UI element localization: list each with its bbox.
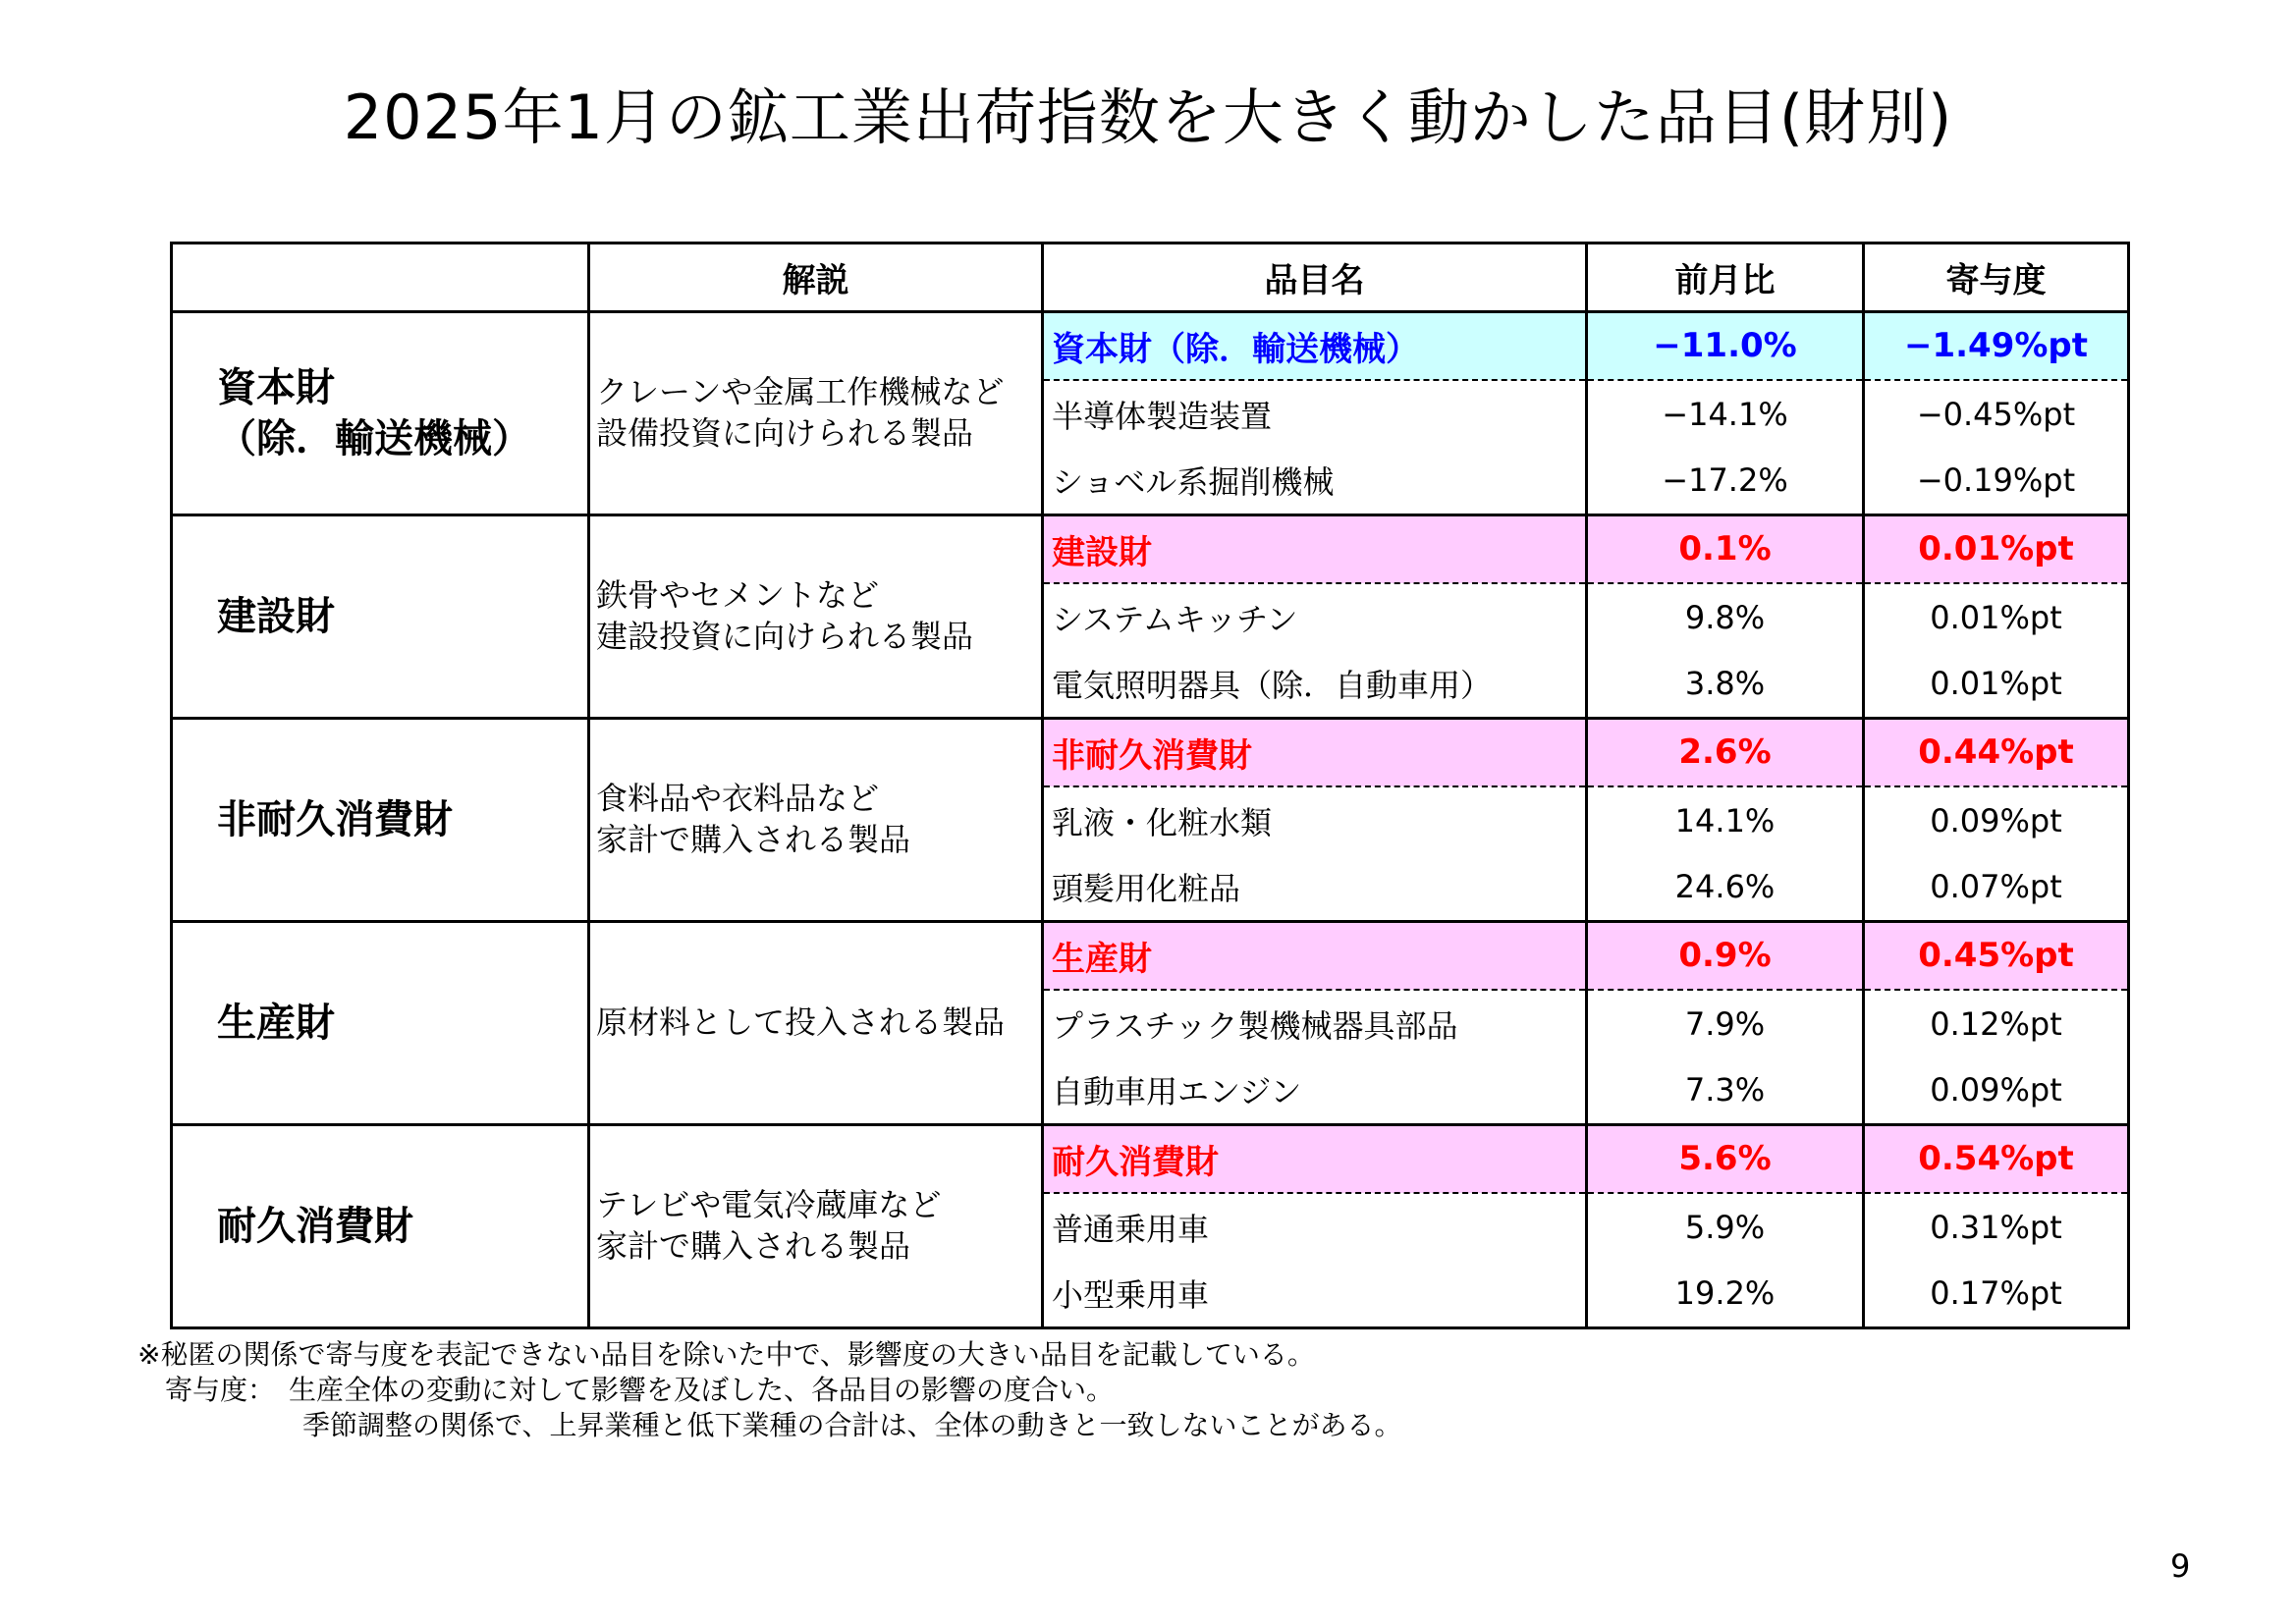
contribution-cell: 0.31%pt [1864,1193,2129,1261]
mom-cell: −14.1% [1587,380,1864,448]
item-name-cell: 非耐久消費財 [1043,719,1587,786]
table-body [172,312,2129,1328]
page-title: 2025年1月の鉱工業出荷指数を大きく動かした品目(財別) [343,81,1953,153]
header-row [172,244,2129,312]
contribution-cell: 0.44%pt [1864,719,2129,786]
header-item-name: 品目名 [1043,244,1587,312]
description-cell: 原材料として投入される製品 [589,922,1043,1125]
item-name-cell: 頭髪用化粧品 [1043,854,1587,922]
contribution-cell: 0.12%pt [1864,990,2129,1057]
page-number: 9 [2170,1547,2191,1585]
mom-cell: 7.9% [1587,990,1864,1057]
mom-cell: 24.6% [1587,854,1864,922]
summary-row [172,922,2129,990]
mom-cell: 5.9% [1587,1193,1864,1261]
summary-row [172,719,2129,786]
contribution-cell: 0.54%pt [1864,1125,2129,1193]
contribution-cell: 0.01%pt [1864,651,2129,719]
mom-cell: 14.1% [1587,786,1864,854]
item-name-cell: 電気照明器具（除．自動車用） [1043,651,1587,719]
description-cell: クレーンや金属工作機械など 設備投資に向けられる製品 [589,312,1043,515]
contribution-cell: 0.17%pt [1864,1261,2129,1328]
item-name-cell: 資本財（除．輸送機械） [1043,312,1587,380]
footnotes [137,1337,1401,1443]
summary-row [172,515,2129,583]
item-name-cell: ショベル系掘削機械 [1043,448,1587,515]
item-name-cell: 生産財 [1043,922,1587,990]
mom-cell: 7.3% [1587,1057,1864,1125]
mom-cell: 9.8% [1587,583,1864,651]
header-month-over-month: 前月比 [1587,244,1864,312]
contribution-cell: 0.09%pt [1864,1057,2129,1125]
mom-cell: −17.2% [1587,448,1864,515]
mom-cell: 2.6% [1587,719,1864,786]
contribution-cell: 0.01%pt [1864,515,2129,583]
mom-cell: 3.8% [1587,651,1864,719]
contribution-cell: −1.49%pt [1864,312,2129,380]
contribution-cell: 0.07%pt [1864,854,2129,922]
item-name-cell: プラスチック製機械器具部品 [1043,990,1587,1057]
contribution-cell: 0.09%pt [1864,786,2129,854]
description-cell: 食料品や衣料品など 家計で購入される製品 [589,719,1043,922]
summary-row [172,312,2129,380]
header-contribution: 寄与度 [1864,244,2129,312]
mom-cell: −11.0% [1587,312,1864,380]
contribution-cell: −0.45%pt [1864,380,2129,448]
header-description: 解説 [589,244,1043,312]
contribution-table [170,242,2130,1329]
footnote-line: 季節調整の関係で、上昇業種と低下業種の合計は、全体の動きと一致しないことがある。 [137,1409,1402,1441]
item-name-cell: 自動車用エンジン [1043,1057,1587,1125]
mom-cell: 0.9% [1587,922,1864,990]
mom-cell: 0.1% [1587,515,1864,583]
footnote-line: ※秘匿の関係で寄与度を表記できない品目を除いた中で、影響度の大きい品目を記載している。 [137,1338,1315,1371]
category-cell: 生産財 [172,922,589,1125]
item-name-cell: 建設財 [1043,515,1587,583]
description-cell: 鉄骨やセメントなど 建設投資に向けられる製品 [589,515,1043,719]
footnote-line: 寄与度： 生産全体の変動に対して影響を及ぼした、各品目の影響の度合い。 [137,1374,1115,1406]
summary-row [172,1125,2129,1193]
contribution-cell: 0.45%pt [1864,922,2129,990]
item-name-cell: 小型乗用車 [1043,1261,1587,1328]
item-name-cell: 半導体製造装置 [1043,380,1587,448]
description-cell: テレビや電気冷蔵庫など 家計で購入される製品 [589,1125,1043,1328]
contribution-cell: −0.19%pt [1864,448,2129,515]
item-name-cell: 耐久消費財 [1043,1125,1587,1193]
category-cell: 非耐久消費財 [172,719,589,922]
category-cell: 建設財 [172,515,589,719]
item-name-cell: 乳液・化粧水類 [1043,786,1587,854]
header-category [172,244,589,312]
contribution-cell: 0.01%pt [1864,583,2129,651]
mom-cell: 5.6% [1587,1125,1864,1193]
item-name-cell: システムキッチン [1043,583,1587,651]
category-cell: 資本財 （除．輸送機械） [172,312,589,515]
mom-cell: 19.2% [1587,1261,1864,1328]
item-name-cell: 普通乗用車 [1043,1193,1587,1261]
category-cell: 耐久消費財 [172,1125,589,1328]
